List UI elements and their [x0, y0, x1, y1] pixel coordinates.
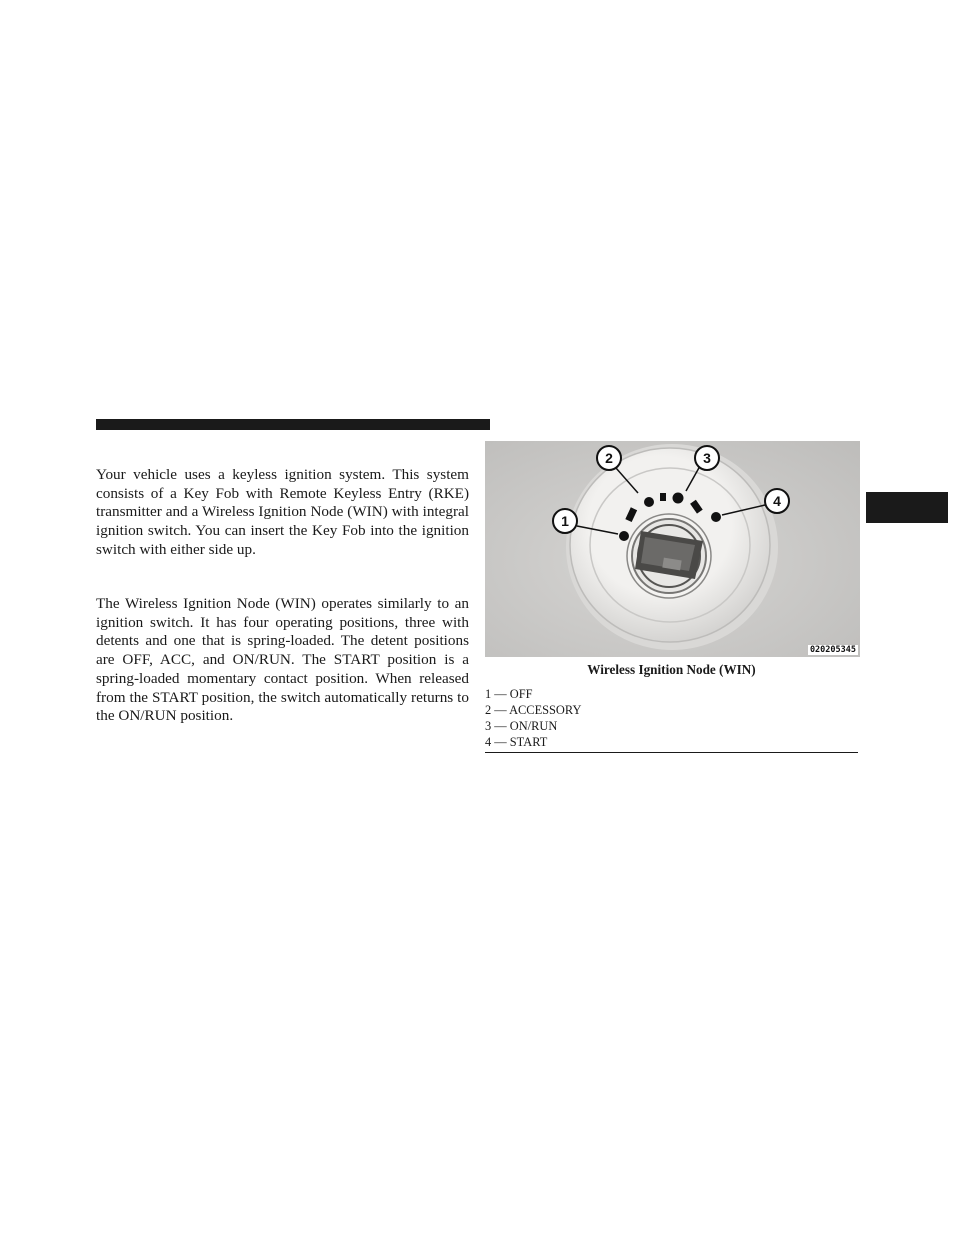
- position-mark-run: [660, 493, 666, 501]
- callout-3-label: 3: [703, 450, 711, 466]
- legend-item-on-run: 3 — ON/RUN: [485, 719, 558, 733]
- figure-legend: [485, 686, 858, 750]
- chapter-tab: [866, 492, 948, 523]
- figure-image-code: 020205345: [809, 645, 856, 655]
- legend-item-start: 4 — START: [485, 735, 548, 749]
- callout-2: [597, 446, 621, 470]
- position-dot-run: [673, 493, 684, 504]
- callout-4: [765, 489, 789, 513]
- ignition-node-figure: [485, 441, 860, 657]
- legend-item-accessory: 2 — ACCESSORY: [485, 703, 582, 717]
- legend-divider: [485, 752, 858, 753]
- legend-item-off: 1 — OFF: [485, 687, 533, 701]
- win-description-paragraph: The Wireless Ignition Node (WIN) operates similarly to an ignition switch. It has four operating positions, three with detents and one that is spring-loaded. The detent positions are OFF, ACC, and ON/RUN. The START position is a spring-loaded momentary contact position. When released from the START position, the switch automatically returns to the ON/RUN position.: [96, 595, 469, 725]
- callout-2-label: 2: [605, 450, 613, 466]
- callout-1: [553, 509, 577, 533]
- callout-1-label: 1: [561, 513, 569, 529]
- position-dot-off: [619, 531, 629, 541]
- intro-paragraph: Your vehicle uses a keyless ignition system. This system consists of a Key Fob with Remote Keyless Entry (RKE) transmitter and a Wireless Ignition Node (WIN) with integral ignition switch. You can insert the Key Fob into the ignition switch with either side up.: [96, 466, 469, 558]
- section-header-bar: [96, 419, 490, 430]
- callout-3: [695, 446, 719, 470]
- position-dot-start: [711, 512, 721, 522]
- ignition-switch-illustration: [485, 441, 860, 657]
- position-dot-accessory: [644, 497, 654, 507]
- figure-caption: Wireless Ignition Node (WIN): [587, 662, 756, 677]
- callout-4-label: 4: [773, 493, 781, 509]
